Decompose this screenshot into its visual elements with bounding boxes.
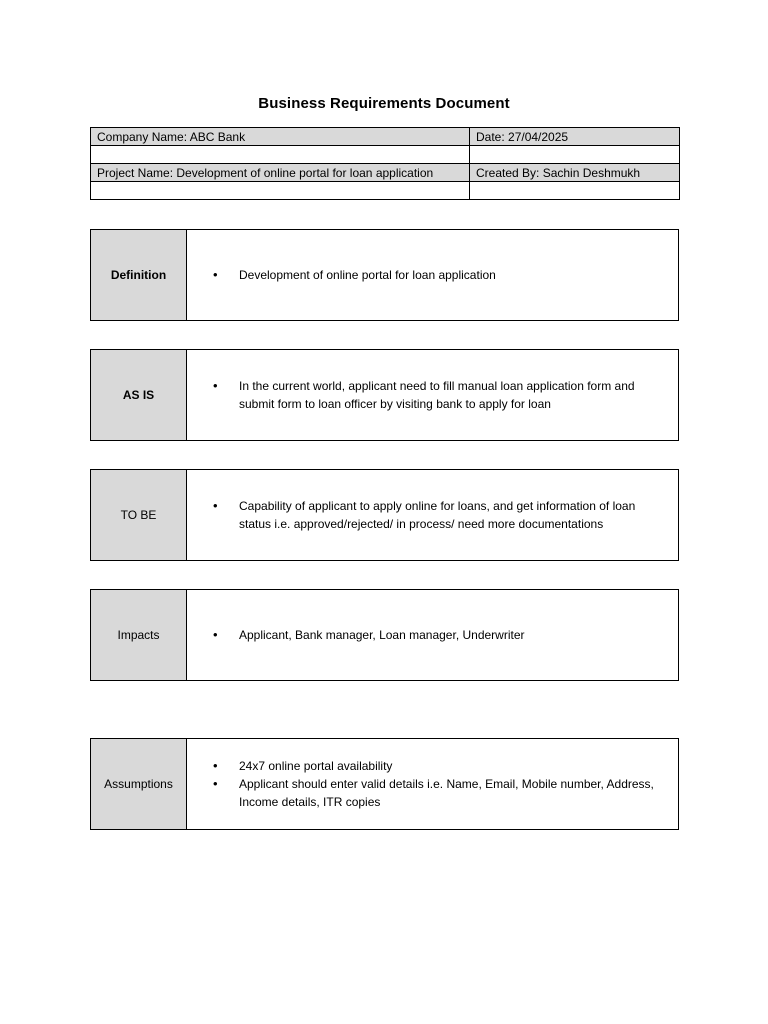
bullet-list	[211, 266, 496, 284]
bullet-item: • In the current world, applicant need to fill manual loan application form and submit form to loan officer by visiting bank to apply for loan	[211, 377, 668, 413]
project-name-cell: Project Name: Development of online portal for loan application	[91, 164, 470, 182]
bullet-list	[211, 626, 525, 644]
header-row-blank-2	[91, 182, 680, 200]
section-label: AS IS	[91, 350, 187, 440]
blank-cell	[91, 182, 470, 200]
assumptions-section	[90, 738, 679, 830]
bullet-item: • 24x7 online portal availability	[211, 757, 668, 775]
section-content	[187, 350, 678, 440]
section-content	[187, 470, 678, 560]
blank-cell	[91, 146, 470, 164]
bullet-item: • Capability of applicant to apply online for loans, and get information of loan status i.e. approved/rejected/ in process/ need more documentations	[211, 497, 668, 533]
section-label: Assumptions	[91, 739, 187, 829]
bullet-item: • Applicant, Bank manager, Loan manager, Underwriter	[211, 626, 525, 644]
bullet-list	[211, 497, 668, 533]
to-be-section	[90, 469, 679, 561]
date-cell: Date: 27/04/2025	[470, 128, 680, 146]
header-row-project	[91, 164, 680, 182]
definition-section	[90, 229, 679, 321]
header-table	[90, 127, 680, 200]
section-content	[187, 590, 678, 680]
section-label: Definition	[91, 230, 187, 320]
bullet-item: • Applicant should enter valid details i.e. Name, Email, Mobile number, Address, Income details, ITR copies	[211, 775, 668, 811]
document-title: Business Requirements Document	[258, 95, 510, 112]
as-is-section	[90, 349, 679, 441]
header-row-blank-1	[91, 146, 680, 164]
bullet-list	[211, 377, 668, 413]
bullet-list	[211, 757, 668, 811]
section-content	[187, 230, 678, 320]
bullet-item: • Development of online portal for loan application	[211, 266, 496, 284]
blank-cell	[470, 146, 680, 164]
created-by-cell: Created By: Sachin Deshmukh	[470, 164, 680, 182]
header-row-company	[91, 128, 680, 146]
section-label: Impacts	[91, 590, 187, 680]
section-content	[187, 739, 678, 829]
blank-cell	[470, 182, 680, 200]
section-label: TO BE	[91, 470, 187, 560]
company-name-cell: Company Name: ABC Bank	[91, 128, 470, 146]
impacts-section	[90, 589, 679, 681]
